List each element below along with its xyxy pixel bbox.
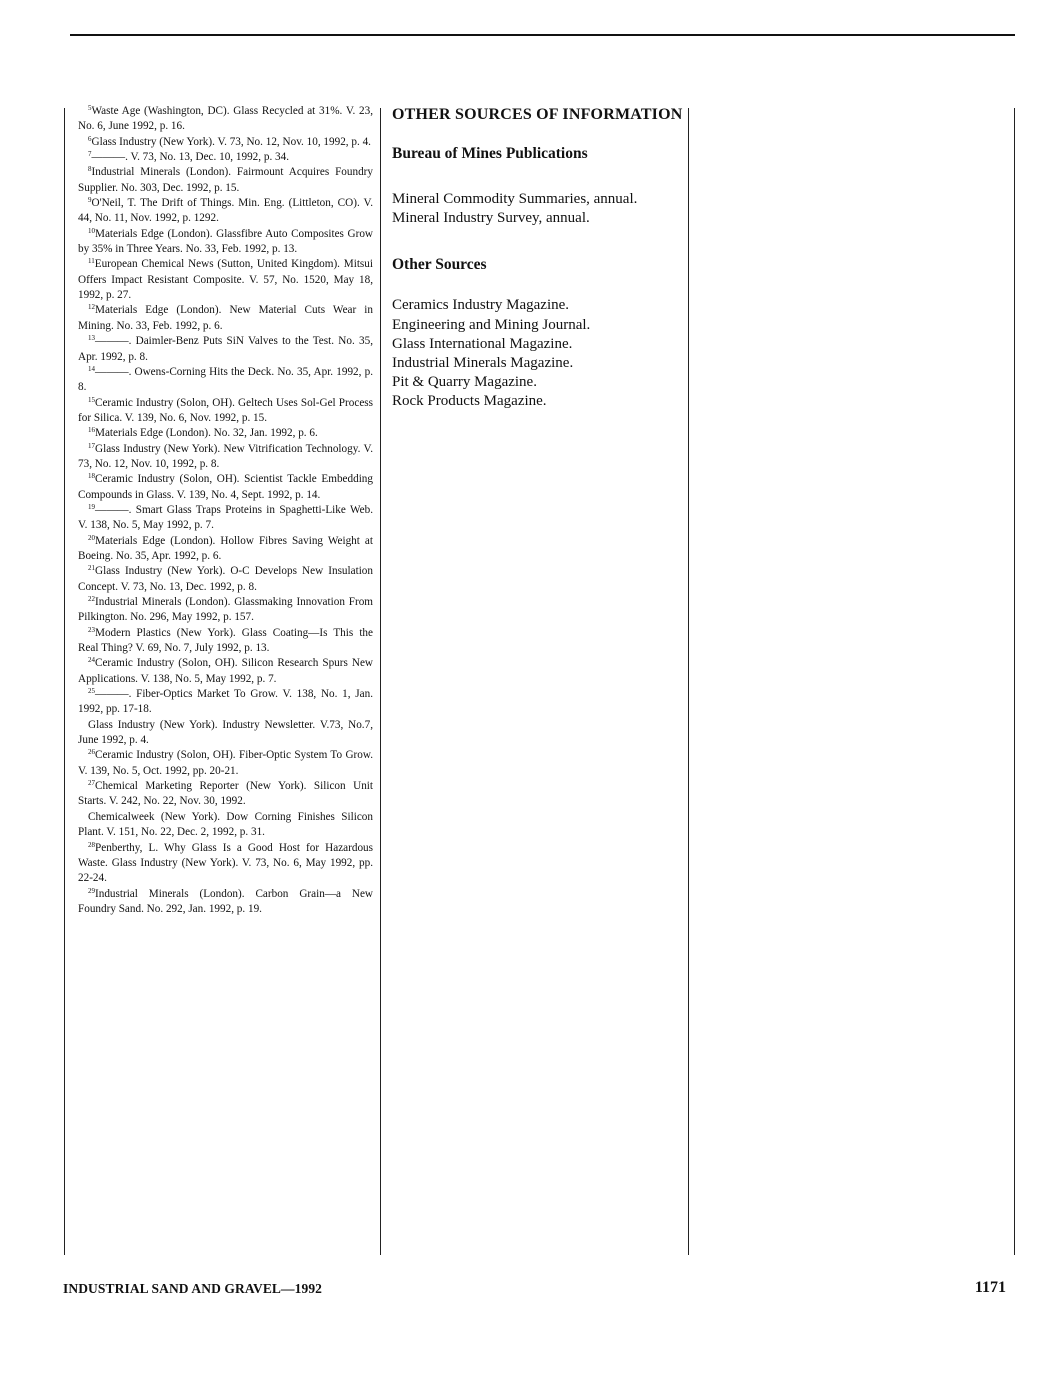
- reference-text: ———. Fiber-Optics Market To Grow. V. 138, No. 1, Jan. 1992, pp. 17-18.: [78, 688, 373, 716]
- column-rule-middle: [380, 108, 381, 1255]
- reference-number: 10: [88, 226, 95, 235]
- reference-text: Ceramic Industry (Solon, OH). Fiber-Optic System To Grow. V. 139, No. 5, Oct. 1992, pp. 20-21.: [78, 749, 373, 777]
- reference-number: 5: [88, 104, 92, 112]
- reference-item: [78, 810, 373, 841]
- reference-item: [78, 257, 373, 303]
- reference-number: 11: [88, 257, 95, 266]
- reference-item: [78, 365, 373, 396]
- reference-number: 9: [88, 196, 92, 205]
- other-sources-section: [392, 104, 692, 412]
- reference-number: 23: [88, 625, 95, 634]
- reference-text: Ceramic Industry (Solon, OH). Scientist Tackle Embedding Compounds in Glass. V. 139, No. 4, Sept. 1992, p. 14.: [78, 473, 373, 501]
- reference-text: Ceramic Industry (Solon, OH). Silicon Research Spurs New Applications. V. 138, No. 5, May 1992, p. 7.: [78, 657, 373, 685]
- reference-number: 7: [88, 150, 92, 159]
- reference-text: O'Neil, T. The Drift of Things. Min. Eng. (Littleton, CO). V. 44, No. 11, Nov. 1992, p. 1292.: [78, 197, 373, 225]
- reference-number: 16: [88, 426, 95, 435]
- reference-text: Chemicalweek (New York). Dow Corning Finishes Silicon Plant. V. 151, No. 22, Dec. 2, 1992, p. 31.: [78, 810, 373, 839]
- reference-number: 21: [88, 564, 95, 573]
- reference-text: European Chemical News (Sutton, United Kingdom). Mitsui Offers Impact Resistant Composite. V. 57, No. 1520, May 18, 1992, p. 27.: [78, 258, 373, 302]
- reference-text: Materials Edge (London). New Material Cuts Wear in Mining. No. 33, Feb. 1992, p. 6.: [78, 304, 373, 332]
- list-item: Glass International Magazine.: [392, 335, 573, 352]
- reference-text: Modern Plastics (New York). Glass Coating—Is This the Real Thing? V. 69, No. 7, July 1992, p. 13.: [78, 626, 373, 655]
- reference-number: 18: [88, 472, 95, 481]
- reference-number: 22: [88, 595, 95, 603]
- reference-item: [78, 442, 373, 473]
- reference-item: [78, 396, 373, 427]
- reference-number: 17: [88, 441, 95, 450]
- reference-text: Materials Edge (London). Hollow Fibres Saving Weight at Boeing. No. 35, Apr. 1992, p. 6.: [78, 534, 373, 562]
- reference-text: Waste Age (Washington, DC). Glass Recycled at 31%. V. 23, No. 6, June 1992, p. 16.: [78, 105, 373, 133]
- reference-item: [78, 748, 373, 779]
- reference-number: 25: [88, 687, 95, 696]
- reference-number: 26: [88, 748, 95, 757]
- reference-text: Materials Edge (London). No. 32, Jan. 1992, p. 6.: [95, 427, 318, 440]
- reference-item: [78, 150, 373, 165]
- reference-item: [78, 503, 373, 534]
- top-rule: [70, 34, 1015, 36]
- reference-number: 20: [88, 533, 95, 542]
- reference-number: 27: [88, 779, 95, 788]
- reference-number: 14: [88, 364, 95, 373]
- reference-item: [78, 303, 373, 334]
- reference-item: [78, 841, 373, 887]
- reference-text: Penberthy, L. Why Glass Is a Good Host for Hazardous Waste. Glass Industry (New York). V. 73, No. 6, May 1992, pp. 22-24.: [78, 841, 373, 885]
- reference-text: Glass Industry (New York). Industry Newsletter. V.73, No.7, June 1992, p. 4.: [78, 718, 373, 747]
- reference-item: [78, 687, 373, 718]
- list-item: Pit & Quarry Magazine.: [392, 374, 537, 391]
- reference-item: [78, 165, 373, 196]
- reference-number: 13: [88, 334, 95, 343]
- reference-text: Materials Edge (London). Glassfibre Auto Composites Grow by 35% in Three Years. No. 33, Feb. 1992, p. 13.: [78, 227, 373, 256]
- reference-text: Glass Industry (New York). O-C Develops New Insulation Concept. V. 73, No. 13, Dec. 1992, p. 8.: [78, 565, 373, 593]
- reference-text: ———. Owens-Corning Hits the Deck. No. 35, Apr. 1992, p. 8.: [78, 365, 373, 394]
- references-column: [78, 104, 373, 917]
- reference-item: [78, 334, 373, 365]
- reference-item: [78, 534, 373, 565]
- reference-item: [78, 595, 373, 626]
- reference-text: Glass Industry (New York). V. 73, No. 12, Nov. 10, 1992, p. 4.: [91, 135, 371, 148]
- list-item: Mineral Commodity Summaries, annual.: [392, 191, 638, 207]
- other-heading: Other Sources: [392, 256, 487, 274]
- list-item: Industrial Minerals Magazine.: [392, 355, 574, 372]
- reference-number: 6: [88, 134, 92, 143]
- reference-number: 15: [88, 395, 95, 404]
- reference-item: [78, 656, 373, 687]
- reference-text: Industrial Minerals (London). Glassmaking Innovation From Pilkington. No. 296, May 1992, p. 157.: [78, 596, 373, 624]
- reference-number: 8: [88, 165, 92, 174]
- reference-item: [78, 196, 373, 227]
- reference-item: [78, 718, 373, 749]
- column-rule-far-right: [1014, 108, 1015, 1255]
- other-sources-list: [392, 296, 692, 411]
- reference-text: Ceramic Industry (Solon, OH). Geltech Uses Sol-Gel Process for Silica. V. 139, No. 6, Nov. 1992, p. 15.: [78, 396, 373, 424]
- reference-item: [78, 227, 373, 258]
- reference-number: 12: [88, 303, 95, 312]
- reference-number: 19: [88, 502, 95, 511]
- reference-text: ———. V. 73, No. 13, Dec. 10, 1992, p. 34.: [91, 151, 290, 164]
- reference-text: ———. Daimler-Benz Puts SiN Valves to the Test. No. 35, Apr. 1992, p. 8.: [78, 335, 373, 363]
- reference-item: [78, 626, 373, 657]
- bureau-list: [392, 190, 692, 228]
- reference-number: 24: [88, 656, 95, 665]
- reference-item: [78, 104, 373, 135]
- reference-item: [78, 472, 373, 503]
- reference-item: [78, 887, 373, 918]
- list-item: Rock Products Magazine.: [392, 393, 547, 410]
- list-item: Mineral Industry Survey, annual.: [392, 210, 590, 227]
- reference-text: ———. Smart Glass Traps Proteins in Spaghetti-Like Web. V. 138, No. 5, May 1992, p. 7.: [78, 503, 373, 532]
- reference-text: Glass Industry (New York). New Vitrification Technology. V. 73, No. 12, Nov. 10, 1992, p. 8.: [78, 442, 373, 470]
- reference-item: [78, 426, 373, 441]
- section-title: OTHER SOURCES OF INFORMATION: [392, 106, 683, 123]
- page-number: 1171: [974, 1279, 1006, 1296]
- reference-number: 28: [88, 840, 95, 849]
- list-item: Ceramics Industry Magazine.: [392, 297, 570, 314]
- reference-item: [78, 135, 373, 150]
- footer-title: INDUSTRIAL SAND AND GRAVEL—1992: [63, 1281, 323, 1296]
- reference-text: Industrial Minerals (London). Fairmount Acquires Foundry Supplier. No. 303, Dec. 1992, p. 15.: [78, 166, 373, 194]
- reference-text: Industrial Minerals (London). Carbon Grain—a New Foundry Sand. No. 292, Jan. 1992, p. 19.: [78, 887, 373, 915]
- list-item: Engineering and Mining Journal.: [392, 316, 591, 333]
- column-rule-left: [64, 108, 65, 1255]
- bureau-heading: Bureau of Mines Publications: [392, 145, 588, 162]
- reference-text: Chemical Marketing Reporter (New York). Silicon Unit Starts. V. 242, No. 22, Nov. 30, 1992.: [78, 780, 373, 808]
- reference-number: 29: [88, 886, 95, 895]
- reference-item: [78, 779, 373, 810]
- reference-item: [78, 564, 373, 595]
